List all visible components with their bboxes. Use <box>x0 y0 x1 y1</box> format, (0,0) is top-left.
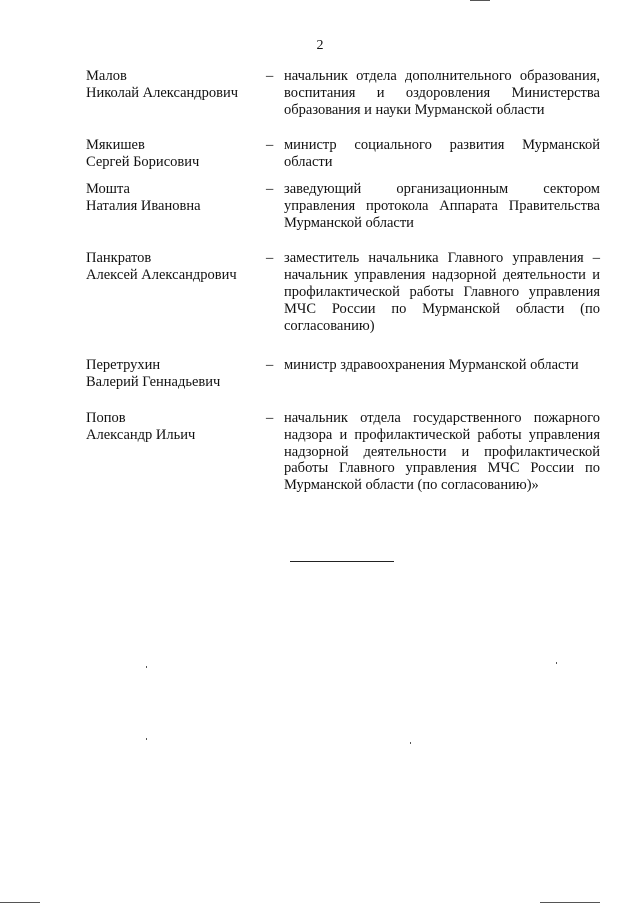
page-number: 2 <box>316 38 324 53</box>
member-position: заведующий организационным сектором управления протокола Аппарата Правительства Мурманской области <box>284 180 600 231</box>
member-surname: Перетрухин <box>86 357 161 374</box>
member-entry <box>86 250 600 334</box>
member-entry <box>86 357 600 391</box>
scan-artifact <box>0 902 40 903</box>
dash-separator: – <box>266 250 274 267</box>
member-surname: Мякишев <box>86 137 145 154</box>
member-name <box>86 181 266 231</box>
member-surname: Попов <box>86 409 126 426</box>
member-list <box>86 68 600 494</box>
scan-artifact <box>146 738 147 740</box>
member-name <box>86 250 266 334</box>
member-surname: Мошта <box>86 180 130 197</box>
member-position: заместитель начальника Главного управления – начальник управления надзорной деятельности и профилактической работы Главного управления МЧС России по Мурманской области (по согласованию) <box>284 250 600 334</box>
member-position: министр социального развития Мурманской области <box>284 137 600 171</box>
dash-separator: – <box>266 180 274 197</box>
member-entry <box>86 181 600 231</box>
member-given-names: Сергей Борисович <box>86 154 200 171</box>
member-given-names: Александр Ильич <box>86 426 196 443</box>
scan-artifact <box>540 902 600 903</box>
scan-artifact <box>146 666 147 668</box>
end-of-list-rule <box>290 561 394 562</box>
member-given-names: Алексей Александрович <box>86 267 237 284</box>
member-given-names: Николай Александрович <box>86 84 239 101</box>
scan-artifact <box>556 662 557 664</box>
member-position: начальник отдела государственного пожарного надзора и профилактической работы управления надзорной деятельности и профилактической работы Главного управления МЧС России по Мурманской области (по согласованию)» <box>284 409 600 494</box>
scan-artifact <box>410 742 411 744</box>
dash-separator: – <box>266 357 274 374</box>
member-name <box>86 68 266 118</box>
member-entry <box>86 68 600 118</box>
scan-artifact <box>470 0 490 1</box>
member-name <box>86 357 266 391</box>
dash-separator: – <box>266 137 274 154</box>
member-surname: Панкратов <box>86 250 152 267</box>
member-name <box>86 410 266 494</box>
member-given-names: Наталия Ивановна <box>86 197 201 214</box>
member-entry <box>86 137 600 171</box>
dash-separator: – <box>266 409 274 426</box>
member-position: начальник отдела дополнительного образования, воспитания и оздоровления Министерства образования и науки Мурманской области <box>284 68 600 118</box>
member-surname: Малов <box>86 68 127 84</box>
member-position: министр здравоохранения Мурманской области <box>284 357 579 374</box>
member-entry <box>86 410 600 494</box>
member-given-names: Валерий Геннадьевич <box>86 374 221 391</box>
member-name <box>86 137 266 171</box>
dash-separator: – <box>266 68 274 84</box>
